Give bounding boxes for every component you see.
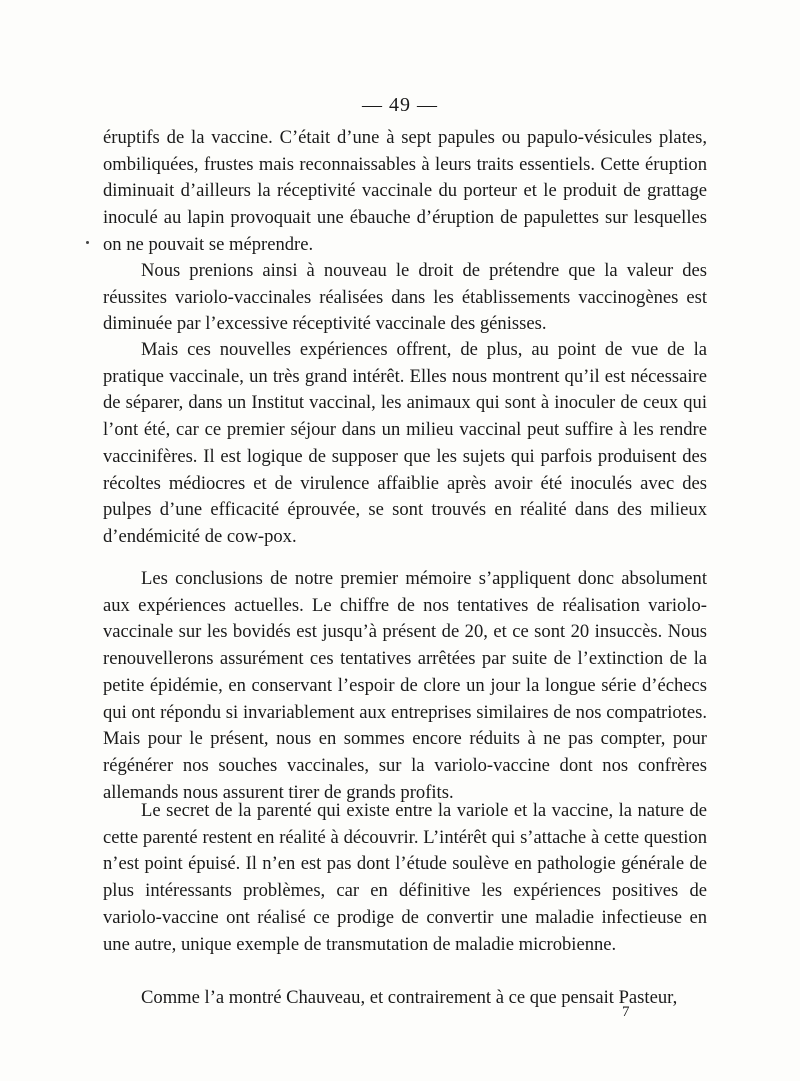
paragraph-text: Nous prenions ainsi à nouveau le droit de prétendre que la valeur des réussites variolo-vaccinales réalisées dans les établissements vaccinogènes est diminuée par l’excessive réceptivité vaccinale des génisses. bbox=[103, 260, 707, 335]
paragraph-3 bbox=[103, 337, 707, 551]
paragraph-text: Mais ces nouvelles expériences offrent, de plus, au point de vue de la pratique vaccinale, un très grand intérêt. Elles nous montrent qu’il est nécessaire de séparer, dans un Institut vaccinal, les animaux qui sont à inoculer de ceux qui l’ont été, car ce premier séjour dans un milieu vaccinal peut suffire à les rendre vaccinifères. Il est logique de supposer que les sujets qui parfois produisent des récoltes médiocres et de virulence affaiblie après avoir été inoculés avec des pulpes d’une efficacité éprouvée, se sont trouvés en réalité dans des milieux d’endémicité de cow-pox. bbox=[103, 339, 707, 547]
paragraph-text: éruptifs de la vaccine. C’était d’une à sept papules ou papulo-vésicules plates, ombiliquées, frustes mais reconnaissables à leurs traits essentiels. Cette éruption diminuait d’ailleurs la réceptivité vaccinale du porteur et le produit de grattage inoculé au lapin provoquait une ébauche d’éruption de papulettes sur lesquelles on ne pouvait se méprendre. bbox=[103, 127, 707, 255]
signature-mark: 7 bbox=[622, 1004, 630, 1020]
paragraph-1 bbox=[103, 125, 707, 259]
paragraph-4 bbox=[103, 566, 707, 806]
ink-speck bbox=[86, 241, 89, 244]
paragraph-6 bbox=[103, 985, 707, 1012]
paragraph-text: Comme l’a montré Chauveau, et contrairement à ce que pensait Pasteur, bbox=[141, 987, 678, 1008]
paragraph-text: Les conclusions de notre premier mémoire s’appliquent donc absolument aux expériences actuelles. Le chiffre de nos tentatives de réalisation variolo-vaccinale sur les bovidés est jusqu’à présent de 20, et ce sont 20 insuccès. Nous renouvellerons assurément ces tentatives arrêtées par suite de l’extinction de la petite épidémie, en conservant l’espoir de clore un jour la longue série d’échecs qui ont répondu si invariablement aux entreprises similaires de nos compatriotes. Mais pour le présent, nous en sommes encore réduits à ne pas compter, pour régénérer nos souches vaccinales, sur la variolo-vaccine dont nos confrères allemands nous assurent tirer de grands profits. bbox=[103, 568, 707, 803]
paragraph-text: Le secret de la parenté qui existe entre la variole et la vaccine, la nature de cette parenté restent en réalité à découvrir. L’intérêt qui s’attache à cette question n’est point épuisé. Il n’en est pas dont l’étude soulève en pathologie générale de plus intéressants problèmes, car en définitive les expériences positives de variolo-vaccine ont réalisé ce prodige de convertir une maladie infectieuse en une autre, unique exemple de transmutation de maladie microbienne. bbox=[103, 800, 707, 955]
page-number: — 49 — bbox=[362, 94, 438, 116]
paragraph-2 bbox=[103, 258, 707, 338]
paragraph-5 bbox=[103, 798, 707, 958]
